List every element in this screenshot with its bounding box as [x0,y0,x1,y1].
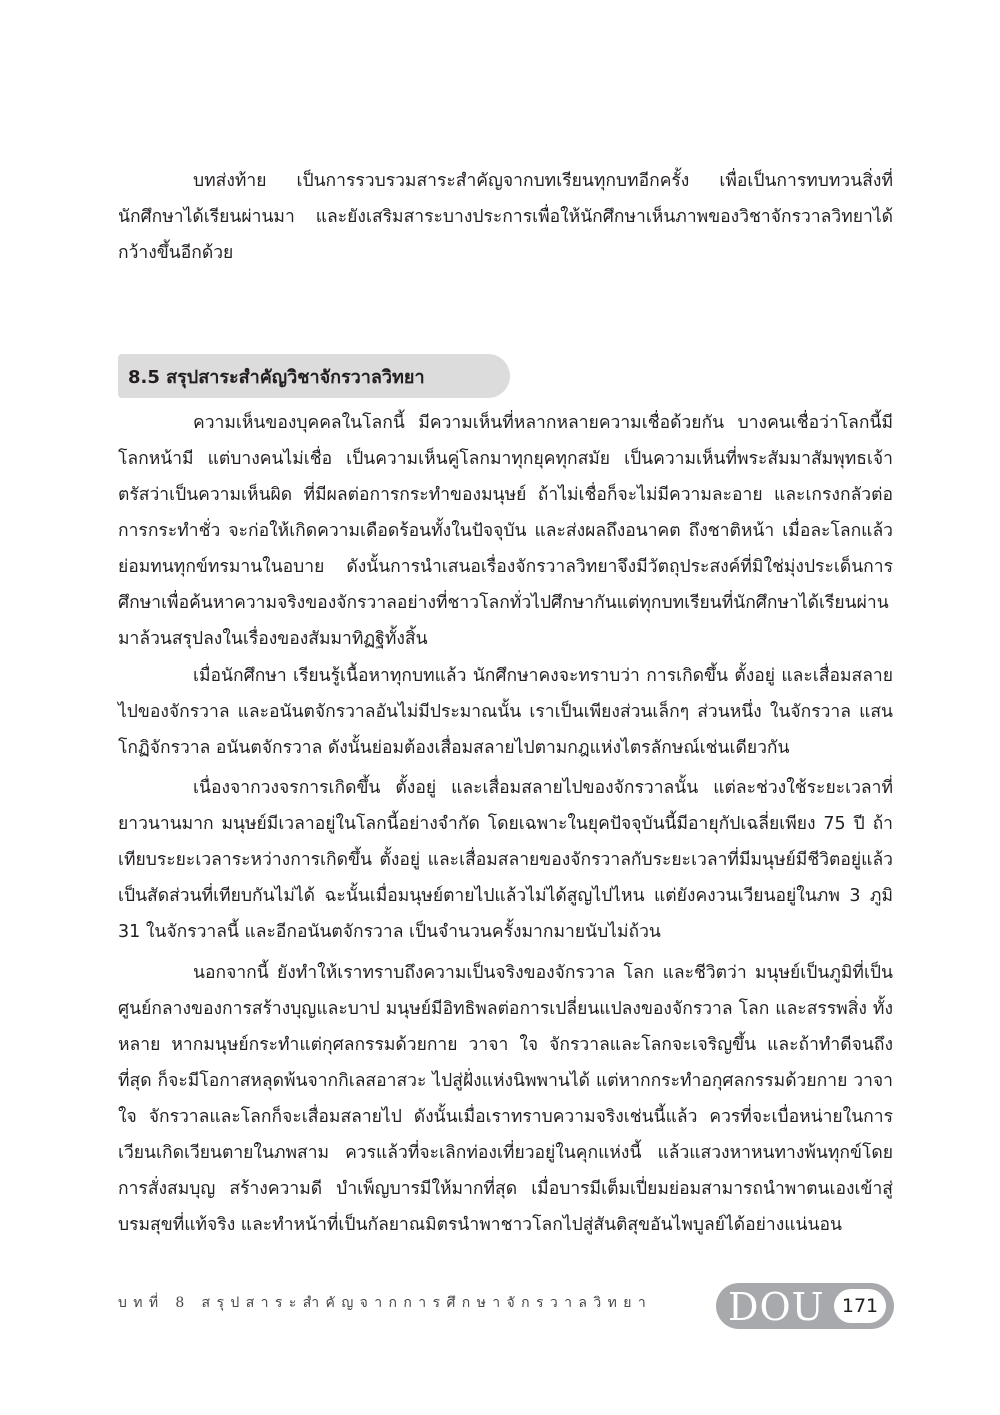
section-heading-text: 8.5 สรุปสาระสำคัญวิชาจักรวาลวิทยา [128,366,425,388]
body-paragraph-2: เมื่อนักศึกษา เรียนรู้เนื้อหาทุกบทแล้ว นักศึกษาคงจะทราบว่า การเกิดขึ้น ตั้งอยู่ และเสื่อมสลายไปของจักรวาล และอนันตจักรวาลอันไม่มีประมาณนั้น เราเป็นเพียงส่วนเล็กๆ ส่วนหนึ่ง ในจักรวาล แสนโกฏิจักรวาล อนันตจักรวาล ดังนั้นย่อมต้องเสื่อมสลายไปตามกฎแห่งไตรลักษณ์เช่นเดียวกัน [118,666,893,758]
intro-paragraph: บทส่งท้าย เป็นการรวบรวมสาระสำคัญจากบทเรียนทุกบทอีกครั้ง เพื่อเป็นการทบทวนสิ่งที่นักศึกษาได้เรียนผ่านมา และยังเสริมสาระบางประการเพื่อให้นักศึกษาเห็นภาพของวิชาจักรวาลวิทยาได้กว้างขึ้นอีกด้วย [118,171,893,263]
body-paragraph-1: ความเห็นของบุคคลในโลกนี้ มีความเห็นที่หลากหลายความเชื่อด้วยกัน บางคนเชื่อว่าโลกนี้มีโลกหน้ามี แต่บางคนไม่เชื่อ เป็นความเห็นคู่โลกมาทุกยุคทุกสมัย เป็นความเห็นที่พระสัมมาสัมพุทธเจ้าตรัสว่าเป็นความเห็นผิด ที่มีผลต่อการกระทำของมนุษย์ ถ้าไม่เชื่อก็จะไม่มีความละอาย และเกรงกลัวต่อการกระทำชั่ว จะก่อให้เกิดความเดือดร้อนทั้งในปัจจุบัน และส่งผลถึงอนาคต ถึงชาติหน้า เมื่อละโลกแล้วย่อมทนทุกข์ทรมานในอบาย ดังนั้นการนำเสนอเรื่องจักรวาลวิทยาจึงมีวัตถุประสงค์ที่มิใช่มุ่งประเด็นการศึกษาเพื่อค้นหาความจริงของจักรวาลอย่างที่ชาวโลกทั่วไปศึกษากันแต่ทุกบทเรียนที่นักศึกษาได้เรียนผ่านมาล้วนสรุปลงในเรื่องของสัมมาทิฏฐิทั้งสิ้น [118,413,893,649]
page-number-text: 171 [841,1295,879,1317]
page-number [834,1289,886,1323]
body-paragraph-4: นอกจากนี้ ยังทำให้เราทราบถึงความเป็นจริงของจักรวาล โลก และชีวิตว่า มนุษย์เป็นภูมิที่เป็นศูนย์กลางของการสร้างบุญและบาป มนุษย์มีอิทธิพลต่อการเปลี่ยนแปลงของจักรวาล โลก และสรรพสิ่ง ทั้งหลาย หากมนุษย์กระทำแต่กุศลกรรมด้วยกาย วาจา ใจ จักรวาลและโลกจะเจริญขึ้น และถ้าทำดีจนถึงที่สุด ก็จะมีโอกาสหลุดพ้นจากกิเลสอาสวะ ไปสู่ฝั่งแห่งนิพพานได้ แต่หากกระทำอกุศลกรรมด้วยกาย วาจา ใจ จักรวาลและโลกก็จะเสื่อมสลายไป ดังนั้นเมื่อเราทราบความจริงเช่นนี้แล้ว ควรที่จะเบื่อหน่ายในการเวียนเกิดเวียนตายในภพสาม ควรแล้วที่จะเลิกท่องเที่ยวอยู่ในคุกแห่งนี้ แล้วแสวงหาหนทางพ้นทุกข์โดยการสั่งสมบุญ สร้างความดี บำเพ็ญบารมีให้มากที่สุด เมื่อบารมีเต็มเปี่ยมย่อมสามารถนำพาตนเองเข้าสู่บรมสุขที่แท้จริง และทำหน้าที่เป็นกัลยาณมิตรนำพาชาวโลกไปสู่สันติสุขอันไพบูลย์ได้อย่างแน่นอน [118,963,893,1235]
section-heading [118,354,510,398]
dou-logo: DOU [728,1285,825,1329]
body-paragraph-3: เนื่องจากวงจรการเกิดขึ้น ตั้งอยู่ และเสื่อมสลายไปของจักรวาลนั้น แต่ละช่วงใช้ระยะเวลาที่ยาวนานมาก มนุษย์มีเวลาอยู่ในโลกนี้อย่างจำกัด โดยเฉพาะในยุคปัจจุบันนี้มีอายุกัปเฉลี่ยเพียง 75 ปี ถ้าเทียบระยะเวลาระหว่างการเกิดขึ้น ตั้งอยู่ และเสื่อมสลายของจักรวาลกับระยะเวลาที่มีมนุษย์มีชีวิตอยู่แล้วเป็นสัดส่วนที่เทียบกันไม่ได้ ฉะนั้นเมื่อมนุษย์ตายไปแล้วไม่ได้สูญไปไหน แต่ยังคงวนเวียนอยู่ในภพ 3 ภูมิ 31 ในจักรวาลนี้ และอีกอนันตจักรวาล เป็นจำนวนครั้งมากมายนับไม่ถ้วน [118,778,893,942]
footer-chapter-title: บทที่ 8 สรุปสาระสำคัญจากการศึกษาจักรวาลวิทยา [118,1295,653,1311]
